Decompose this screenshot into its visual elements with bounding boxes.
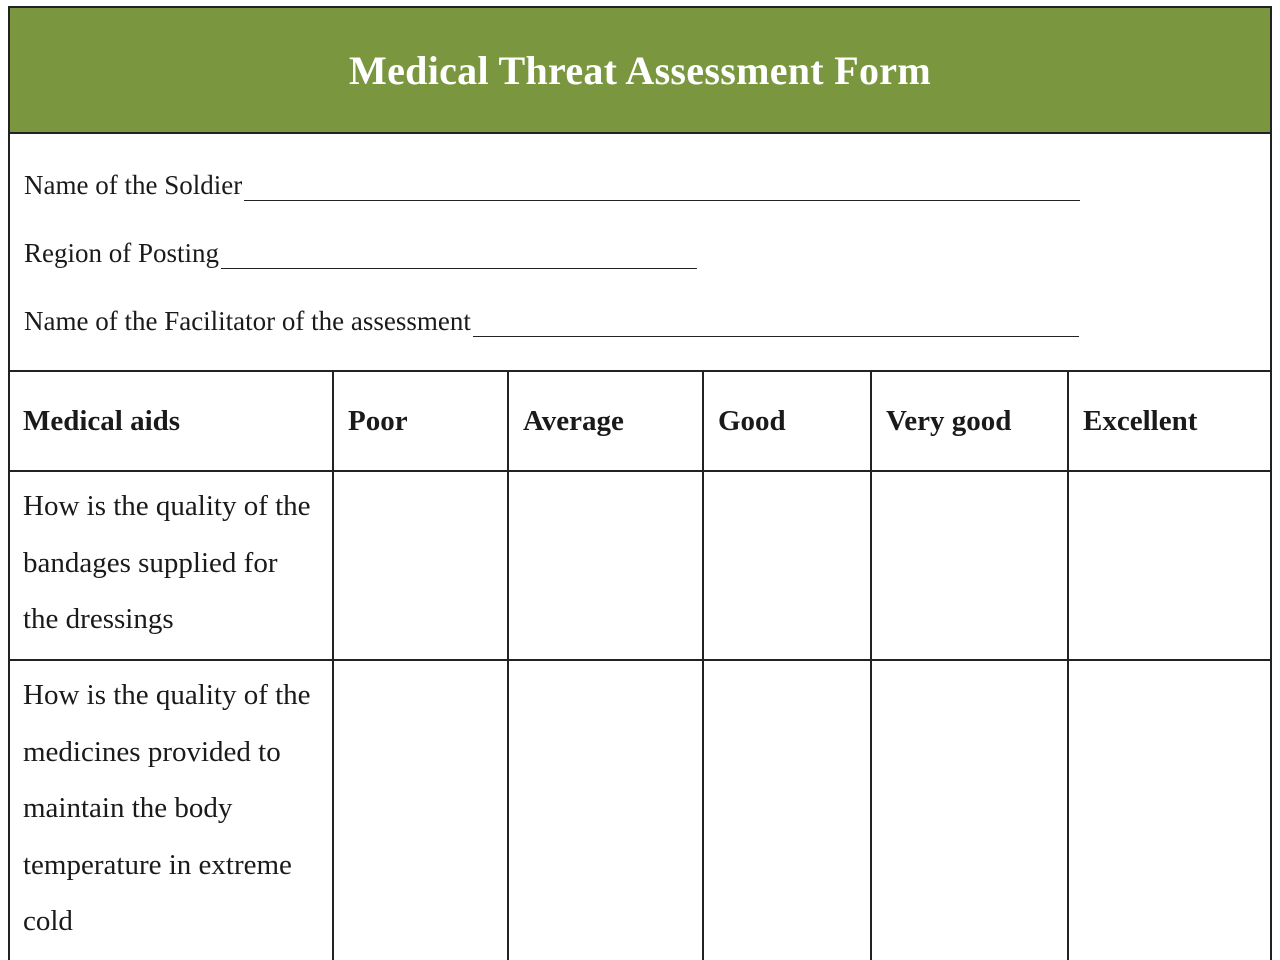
- rating-cell-very-good[interactable]: [871, 660, 1068, 960]
- soldier-name-input-line[interactable]: [244, 176, 1080, 201]
- question-cell: How is the quality of the bandages supplied for the dressings: [9, 471, 333, 660]
- form-title: Medical Threat Assessment Form: [349, 47, 931, 93]
- table-header-row: [9, 372, 1271, 471]
- rating-cell-poor[interactable]: [333, 660, 508, 960]
- header-poor: Poor: [333, 372, 508, 471]
- header-very-good: Very good: [871, 372, 1068, 471]
- rating-cell-good[interactable]: [703, 471, 871, 660]
- soldier-name-field: [24, 170, 1080, 201]
- form-fields-section: [10, 134, 1270, 372]
- question-cell: How is the quality of the medicines provided to maintain the body temperature in extreme cold: [9, 660, 333, 960]
- table-row: [9, 471, 1271, 660]
- facilitator-label: Name of the Facilitator of the assessment: [24, 306, 471, 336]
- region-field: [24, 238, 697, 269]
- rating-cell-excellent[interactable]: [1068, 660, 1271, 960]
- rating-cell-average[interactable]: [508, 660, 703, 960]
- soldier-name-label: Name of the Soldier: [24, 170, 243, 200]
- header-excellent: Excellent: [1068, 372, 1271, 471]
- facilitator-field: [24, 306, 1079, 337]
- header-average: Average: [508, 372, 703, 471]
- region-input-line[interactable]: [221, 244, 697, 269]
- header-good: Good: [703, 372, 871, 471]
- title-bar: [10, 8, 1270, 134]
- rating-table: [9, 372, 1271, 960]
- rating-cell-excellent[interactable]: [1068, 471, 1271, 660]
- rating-cell-poor[interactable]: [333, 471, 508, 660]
- rating-cell-very-good[interactable]: [871, 471, 1068, 660]
- rating-cell-average[interactable]: [508, 471, 703, 660]
- header-medical-aids: Medical aids: [9, 372, 333, 471]
- assessment-form: [8, 6, 1272, 960]
- region-label: Region of Posting: [24, 238, 220, 268]
- rating-cell-good[interactable]: [703, 660, 871, 960]
- table-row: [9, 660, 1271, 960]
- facilitator-input-line[interactable]: [473, 312, 1079, 337]
